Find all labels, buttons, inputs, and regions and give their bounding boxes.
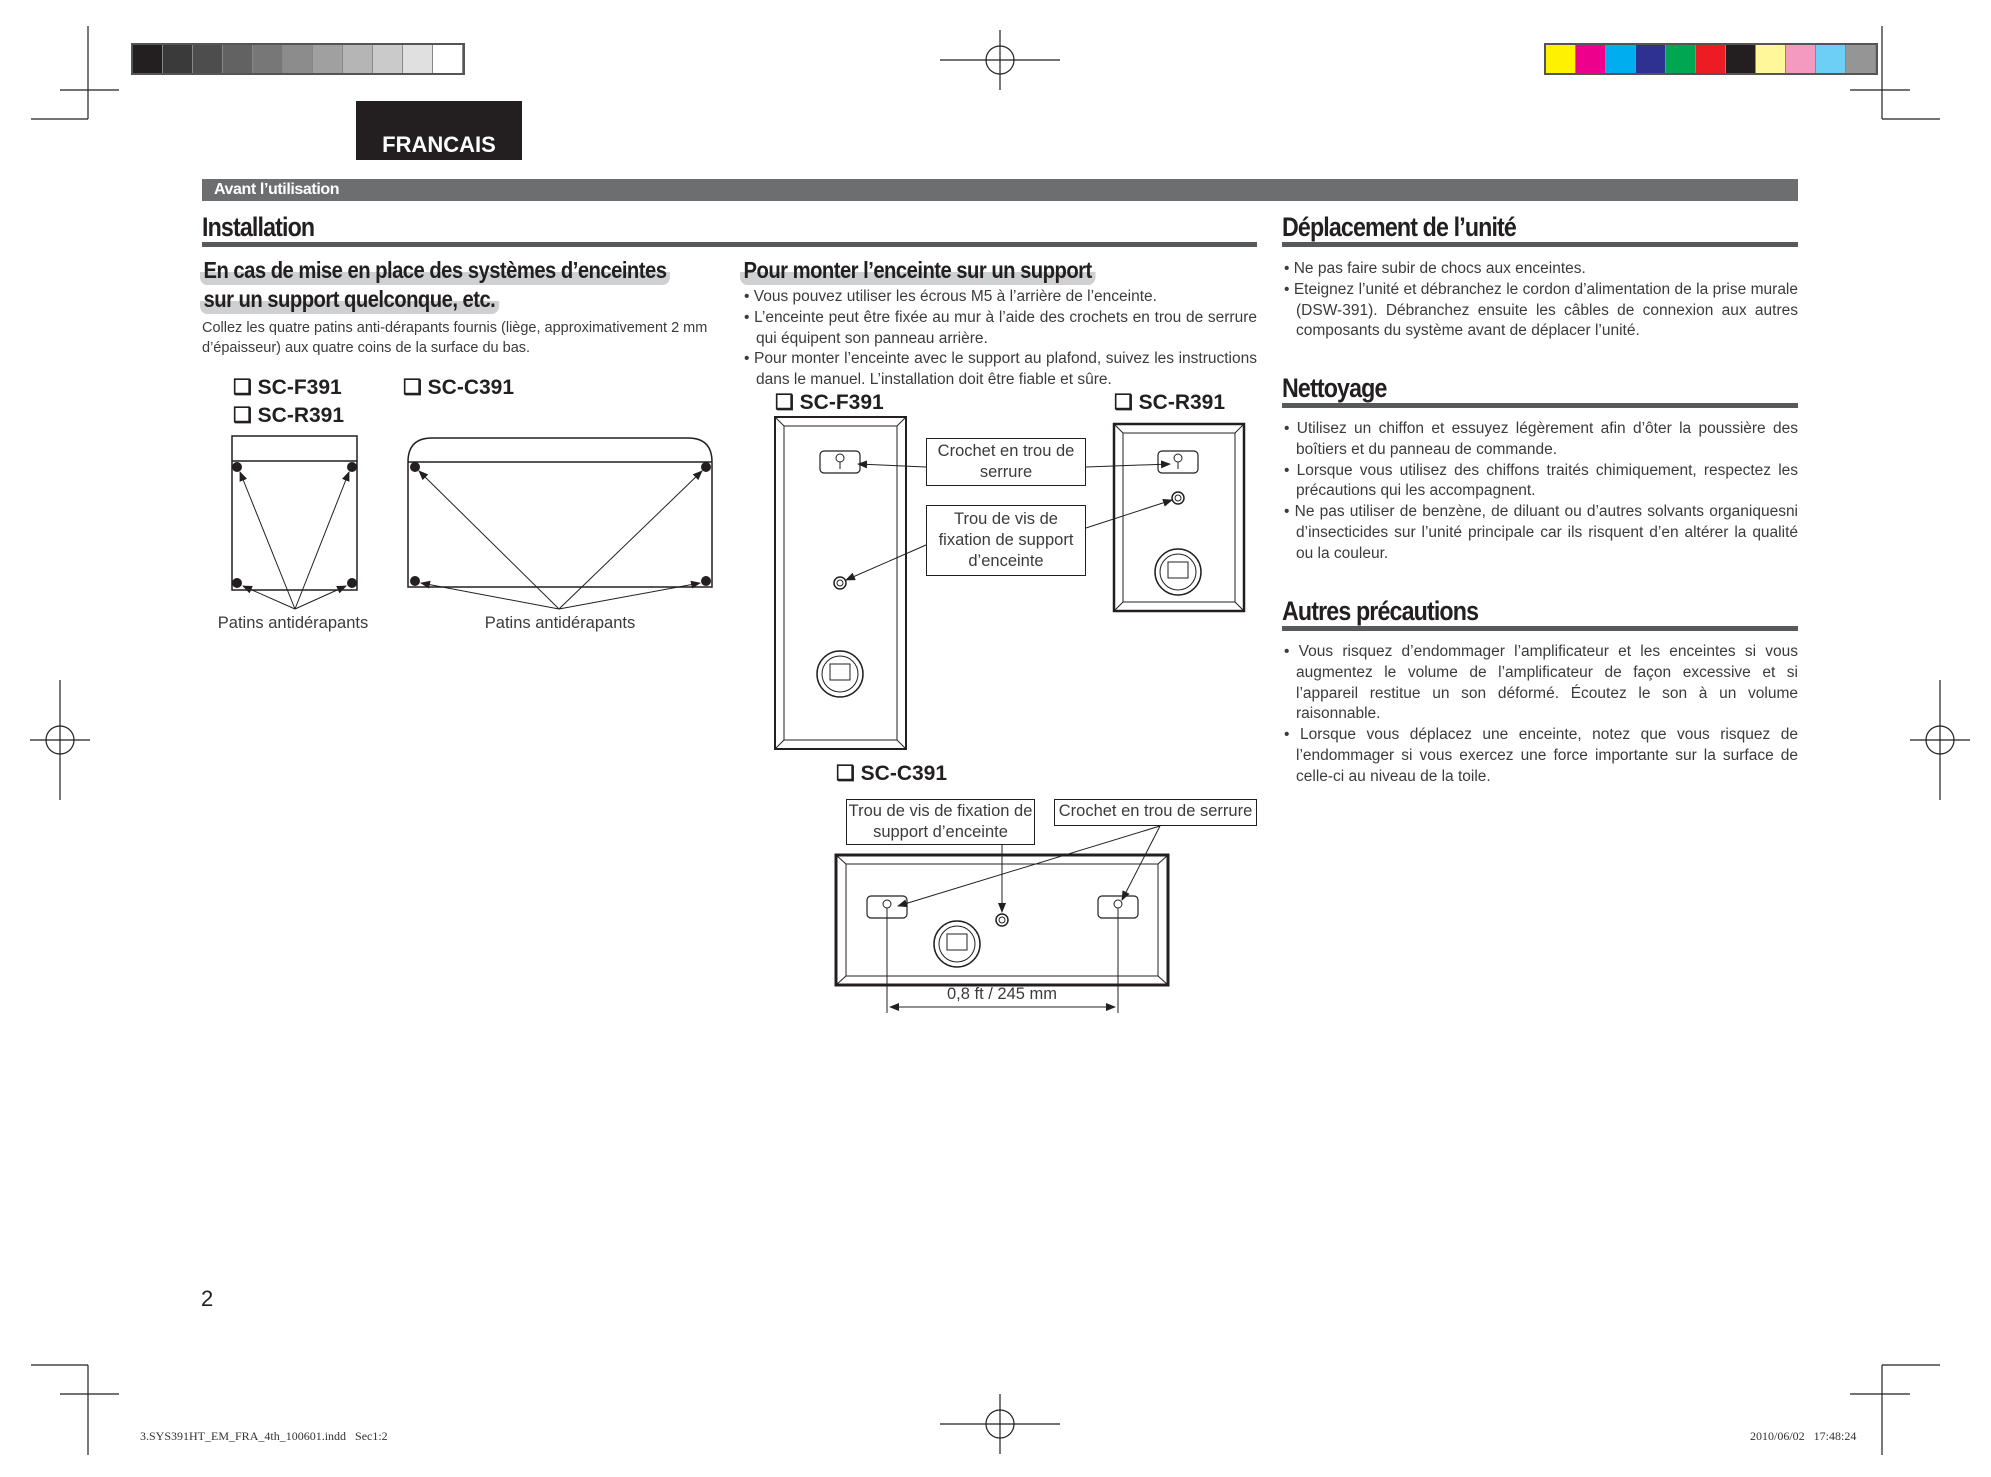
- bullet-item: • L’enceinte peut être fixée au mur à l’aide des crochets en trou de serrure qui équipent son panneau arrière.: [744, 308, 1257, 350]
- bullet-item: • Pour monter l’enceinte avec le support au plafond, suivez les instructions dans le manuel. L’installation doit être fiable et sûre.: [744, 349, 1257, 391]
- cleaning-heading: Nettoyage: [1282, 373, 1798, 408]
- language-tab-label: FRANCAIS: [382, 132, 496, 157]
- model-label-r391: ❑ SC-R391: [233, 404, 345, 427]
- dimension-label: 0,8 ft / 245 mm: [946, 985, 1058, 1003]
- color-swatch: [1576, 45, 1606, 73]
- bullet-item: • Lorsque vous utilisez des chiffons traités chimiquement, respectez les précautions qui les accompagnent.: [1284, 461, 1798, 503]
- color-swatch: [1816, 45, 1846, 73]
- color-swatch: [343, 45, 373, 73]
- color-swatch: [1756, 45, 1786, 73]
- color-swatch: [163, 45, 193, 73]
- other-precautions-heading: Autres précautions: [1282, 596, 1798, 631]
- bullet-item: • Lorsque vous déplacez une enceinte, notez que vous risquez de l’endommager si vous exercez une force importante sur la surface de celle-ci au niveau de la toile.: [1284, 725, 1798, 787]
- model-label-r391: ❑ SC-R391: [1114, 391, 1226, 414]
- mount-bullets: [744, 287, 1257, 391]
- model-label-f391: ❑ SC-F391: [233, 376, 342, 399]
- color-swatch: [433, 45, 463, 73]
- callout-keyhole-c391: Crochet en trou de serrure: [1054, 799, 1257, 826]
- page-number: 2: [201, 1286, 214, 1311]
- moving-heading: Déplacement de l’unité: [1282, 212, 1798, 247]
- floor-instructions: Collez les quatre patins anti-dérapants fournis (liège, approximativement 2 mm d’épaisseur) aux quatre coins de la surface du bas.: [202, 320, 708, 356]
- color-swatch: [1636, 45, 1666, 73]
- color-swatch: [1726, 45, 1756, 73]
- installation-heading: Installation: [202, 212, 1257, 247]
- model-label-f391: ❑ SC-F391: [775, 391, 884, 414]
- color-swatch: [223, 45, 253, 73]
- callout-screw-hole: Trou de vis de fixation de support d’enceinte: [926, 505, 1086, 576]
- speaker-f391-back: [775, 417, 906, 749]
- grayscale-color-bar: [131, 43, 465, 75]
- color-swatch: [193, 45, 223, 73]
- callout-keyhole: Crochet en trou de serrure: [926, 438, 1086, 486]
- language-tab: [356, 101, 522, 160]
- footer-filename: 3.SYS391HT_EM_FRA_4th_100601.indd Sec1:2: [140, 1429, 388, 1443]
- color-swatch: [133, 45, 163, 73]
- bullet-item: • Eteignez l’unité et débranchez le cordon d’alimentation de la prise murale (DSW-391). Débranchez ensuite les câbles de connexion aux autres composants du système avant de déplacer l’unité.: [1284, 280, 1798, 342]
- color-swatch: [313, 45, 343, 73]
- color-swatch: [1666, 45, 1696, 73]
- pads-diagram-small: [232, 436, 357, 609]
- model-label-c391: ❑ SC-C391: [403, 376, 515, 399]
- section-bar: Avant l’utilisation: [202, 179, 1798, 201]
- color-swatch: [1846, 45, 1876, 73]
- color-swatch: [1786, 45, 1816, 73]
- bullet-item: • Ne pas faire subir de chocs aux enceintes.: [1284, 259, 1798, 280]
- other-precautions-bullets: [1284, 642, 1798, 788]
- callout-screw-hole-c391: Trou de vis de fixation de support d’enceinte: [846, 799, 1035, 845]
- process-color-bar: [1544, 43, 1878, 75]
- moving-bullets: [1284, 259, 1798, 342]
- bullet-item: • Ne pas utiliser de benzène, de diluant ou d’autres solvants organiquesni d’insecticides sur l’unité principale car ils risquent d’en altérer la qualité ou la couleur.: [1284, 502, 1798, 564]
- pads-label: Patins antidérapants: [484, 614, 636, 632]
- color-swatch: [373, 45, 403, 73]
- floor-subheading: En cas de mise en place des systèmes d’enceintes sur un support quelconque, etc.: [200, 256, 740, 314]
- footer-timestamp: 2010/06/02 17:48:24: [1750, 1429, 1857, 1443]
- color-swatch: [253, 45, 283, 73]
- color-swatch: [1546, 45, 1576, 73]
- bullet-item: • Utilisez un chiffon et essuyez légèrement afin d’ôter la poussière des boîtiers et du panneau de commande.: [1284, 419, 1798, 461]
- pads-label: Patins antidérapants: [217, 614, 369, 632]
- color-swatch: [1606, 45, 1636, 73]
- speaker-r391-back: [1114, 424, 1244, 611]
- pads-diagram-wide: [408, 438, 712, 609]
- cleaning-bullets: [1284, 419, 1798, 565]
- color-swatch: [403, 45, 433, 73]
- mount-subheading: Pour monter l’enceinte sur un support: [740, 256, 1144, 285]
- color-swatch: [1696, 45, 1726, 73]
- bullet-item: • Vous risquez d’endommager l’amplificateur et les enceintes si vous augmentez le volume de l’amplificateur de façon excessive et si l’appareil restitue un son déformé. Écoutez le son à un volume raisonnable.: [1284, 642, 1798, 725]
- model-label-c391: ❑ SC-C391: [836, 762, 948, 785]
- bullet-item: • Vous pouvez utiliser les écrous M5 à l’arrière de l’enceinte.: [744, 287, 1257, 308]
- color-swatch: [283, 45, 313, 73]
